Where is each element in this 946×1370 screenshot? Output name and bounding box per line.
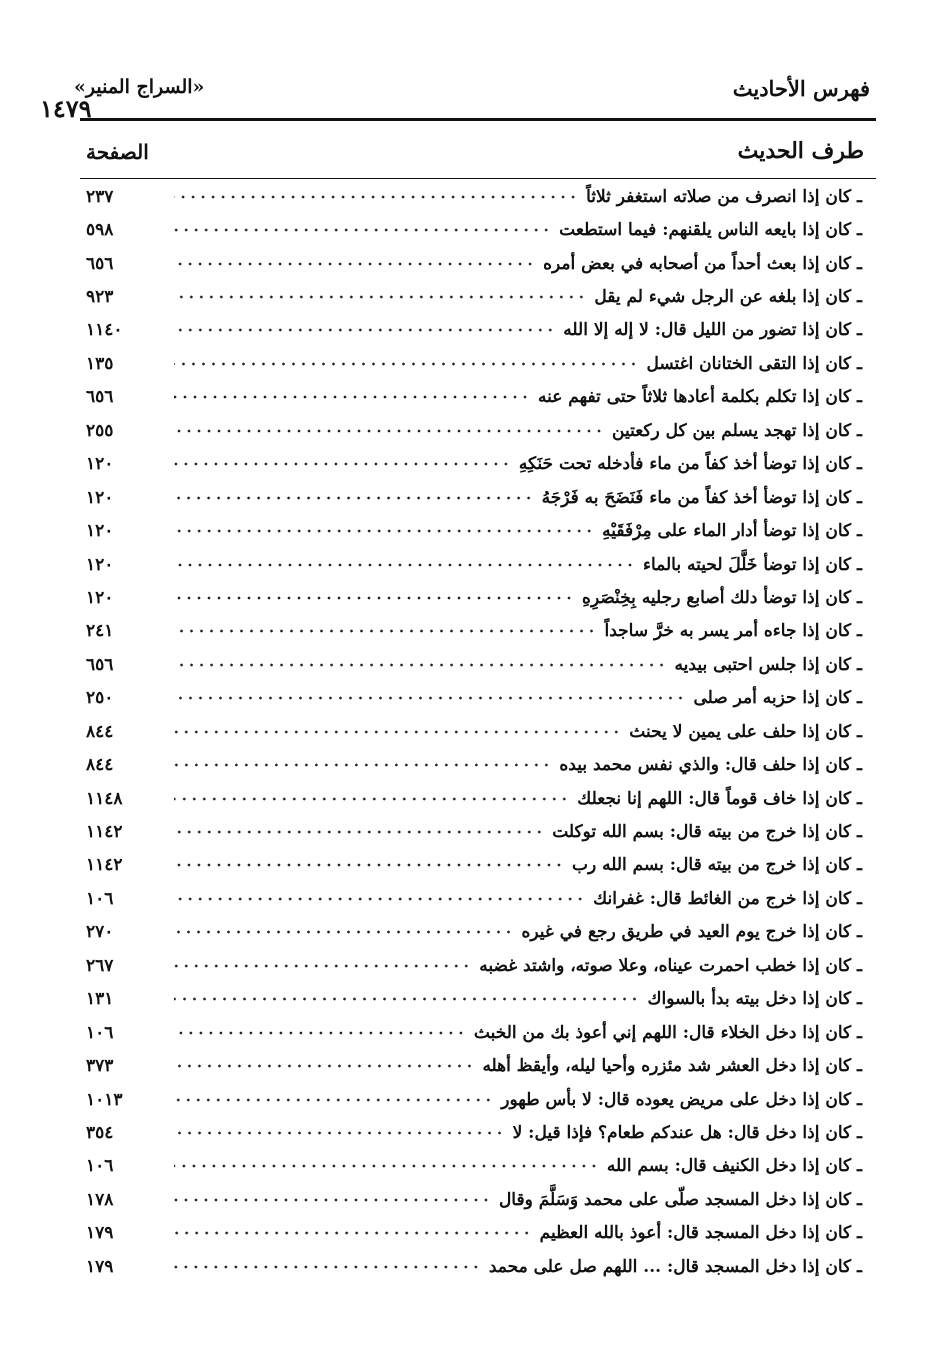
dot-leader <box>174 1160 599 1172</box>
list-item <box>80 1183 876 1216</box>
hadith-incipit: ـ كان إذا دخل المسجد صلّى على محمد وَسَلَّمَ وقال <box>498 1189 862 1210</box>
list-item <box>80 347 876 380</box>
dot-leader <box>174 793 569 805</box>
dot-leader <box>174 1194 491 1206</box>
page-reference: ١١٤٨ <box>86 788 123 809</box>
dot-leader <box>174 993 640 1005</box>
hadith-incipit: ـ كان إذا توضأ أدار الماء على مِرْفَقَيْهِ <box>602 521 862 542</box>
hadith-incipit: ـ كان إذا توضأ أخذ كفاً من ماء فَنَضَحَ به فَرْجَهُ <box>541 487 862 508</box>
list-item <box>80 448 876 481</box>
page-reference: ٦٥٦ <box>86 654 114 675</box>
page-reference: ١٠٦ <box>86 888 114 909</box>
page-reference: ١١٤٢ <box>86 822 123 843</box>
hadith-incipit: ـ كان إذا جلس احتبى بيديه <box>674 654 862 675</box>
list-item <box>80 1083 876 1116</box>
page-reference: ١٢٠ <box>86 521 114 542</box>
hadith-incipit: ـ كان إذا دخل الخلاء قال: اللهم إني أعوذ بك من الخبث <box>473 1022 862 1043</box>
page-reference: ١٠١٣ <box>86 1089 123 1110</box>
dot-leader <box>174 1261 481 1273</box>
list-item <box>80 748 876 781</box>
page-reference: ٩٢٣ <box>86 287 114 308</box>
page-reference: ٣٧٣ <box>86 1056 114 1077</box>
page-reference: ٢٥٥ <box>86 420 114 441</box>
hadith-incipit: ـ كان إذا دخل المسجد قال: ... اللهم صل على محمد <box>488 1256 862 1277</box>
page-reference: ١١٤٠ <box>86 320 123 341</box>
hadith-index-list <box>80 180 876 1283</box>
hadith-incipit: ـ كان إذا دخل على مريض يعوده قال: لا بأس طهور <box>501 1089 862 1110</box>
hadith-incipit: ـ كان إذا حزبه أمر صلى <box>693 688 862 709</box>
list-item <box>80 1150 876 1183</box>
hadith-incipit: ـ كان إذا بلغه عن الرجل شيء لم يقل <box>594 287 862 308</box>
dot-leader <box>174 224 551 236</box>
page-reference: ١٣٥ <box>86 353 114 374</box>
list-item <box>80 247 876 280</box>
list-item <box>80 648 876 681</box>
dot-leader <box>174 1027 466 1039</box>
dot-leader <box>174 291 586 303</box>
list-item <box>80 782 876 815</box>
hadith-incipit: ـ كان إذا تكلم بكلمة أعادها ثلاثاً حتى تفهم عنه <box>538 387 862 408</box>
hadith-incipit: ـ كان إذا توضأ خَلَّلَ لحيته بالماء <box>642 554 862 575</box>
section-title: فهرس الأحاديث <box>732 76 870 101</box>
header-rule <box>80 118 876 121</box>
page-column-header: الصفحة <box>86 140 149 164</box>
list-item <box>80 314 876 347</box>
page-reference: ٨٤٤ <box>86 721 114 742</box>
page-reference: ٥٩٨ <box>86 220 114 241</box>
hadith-incipit: ـ كان إذا تضور من الليل قال: لا إله إلا الله <box>563 320 862 341</box>
hadith-incipit: ـ كان إذا بايعه الناس يلقنهم: فيما استطعت <box>559 220 862 241</box>
hadith-incipit: ـ كان إذا تهجد يسلم بين كل ركعتين <box>612 420 862 441</box>
hadith-incipit: ـ كان إذا دخل العشر شد مئزره وأحيا ليله، وأيقظ أهله <box>482 1056 862 1077</box>
column-headers <box>80 138 876 174</box>
page-reference: ٢٣٧ <box>86 186 114 207</box>
page-reference: ١٧٨ <box>86 1189 114 1210</box>
hadith-incipit: ـ كان إذا توضأ أخذ كفاً من ماء فأدخله تحت حَنَكِهِ <box>518 454 862 475</box>
page-reference: ٢٧٠ <box>86 922 114 943</box>
dot-leader <box>174 1094 493 1106</box>
page-reference: ١٢٠ <box>86 454 114 475</box>
dot-leader <box>174 324 555 336</box>
list-item <box>80 983 876 1016</box>
dot-leader <box>174 759 551 771</box>
list-item <box>80 815 876 848</box>
list-item <box>80 581 876 614</box>
hadith-incipit: ـ كان إذا خطب احمرت عيناه، وعلا صوته، واشتد غضبه <box>479 955 862 976</box>
list-item <box>80 682 876 715</box>
page-reference: ١٢٠ <box>86 487 114 508</box>
dot-leader <box>174 692 685 704</box>
list-item <box>80 1049 876 1082</box>
hadith-incipit: ـ كان إذا حلف قال: والذي نفس محمد بيده <box>559 755 862 776</box>
dot-leader <box>174 859 564 871</box>
list-item <box>80 1217 876 1250</box>
page-reference: ١٧٩ <box>86 1223 114 1244</box>
hadith-incipit: ـ كان إذا حلف على يمين لا يحنث <box>629 721 862 742</box>
dot-leader <box>174 458 511 470</box>
hadith-incipit: ـ كان إذا دخل المسجد قال: أعوذ بالله العظيم <box>539 1223 862 1244</box>
list-item <box>80 1250 876 1283</box>
page-number: ١٤٧٩ <box>40 94 92 123</box>
page-reference: ٣٥٤ <box>86 1122 114 1143</box>
dot-leader <box>174 893 585 905</box>
page-reference: ٦٥٦ <box>86 253 114 274</box>
page-reference: ٢٦٧ <box>86 955 114 976</box>
hadith-column-header: طرف الحديث <box>737 138 864 164</box>
hadith-incipit: ـ كان إذا جاءه أمر يسر به خرَّ ساجداً <box>604 621 862 642</box>
page-reference: ١١٤٢ <box>86 855 123 876</box>
hadith-incipit: ـ كان إذا التقى الختانان اغتسل <box>646 353 862 374</box>
page-reference: ٨٤٤ <box>86 755 114 776</box>
page-reference: ١٠٦ <box>86 1022 114 1043</box>
list-item <box>80 280 876 313</box>
running-header <box>40 74 876 123</box>
dot-leader <box>174 492 534 504</box>
list-item <box>80 615 876 648</box>
list-item <box>80 548 876 581</box>
dot-leader <box>174 826 544 838</box>
hadith-incipit: ـ كان إذا خرج من بيته قال: بسم الله توكلت <box>552 822 862 843</box>
dot-leader <box>174 191 578 203</box>
list-item <box>80 414 876 447</box>
book-title: «السراج المنير» <box>74 76 205 98</box>
hadith-incipit: ـ كان إذا دخل قال: هل عندكم طعام؟ فإذا قيل: لا <box>512 1122 862 1143</box>
dot-leader <box>174 258 535 270</box>
dot-leader <box>174 559 635 571</box>
dot-leader <box>174 525 594 537</box>
dot-leader <box>174 960 471 972</box>
page-reference: ٢٤١ <box>86 621 114 642</box>
page-reference: ١٠٦ <box>86 1156 114 1177</box>
page-reference: ٦٥٦ <box>86 387 114 408</box>
page-reference: ١٢٠ <box>86 587 114 608</box>
dot-leader <box>174 625 597 637</box>
page-reference: ١٢٠ <box>86 554 114 575</box>
list-item <box>80 381 876 414</box>
hadith-incipit: ـ كان إذا توضأ دلك أصابع رجليه بِخِنْصَرِهِ <box>582 587 862 608</box>
dot-leader <box>174 1060 474 1072</box>
hadith-incipit: ـ كان إذا انصرف من صلاته استغفر ثلاثاً <box>586 186 862 207</box>
dot-leader <box>174 391 530 403</box>
column-header-rule <box>80 178 876 179</box>
hadith-incipit: ـ كان إذا دخل بيته بدأ بالسواك <box>647 989 862 1010</box>
list-item <box>80 180 876 213</box>
list-item <box>80 949 876 982</box>
list-item <box>80 715 876 748</box>
page-reference: ١٧٩ <box>86 1256 114 1277</box>
hadith-incipit: ـ كان إذا خاف قوماً قال: اللهم إنا نجعلك <box>577 788 862 809</box>
dot-leader <box>174 358 638 370</box>
dot-leader <box>174 1227 532 1239</box>
hadith-incipit: ـ كان إذا بعث أحداً من أصحابه في بعض أمره <box>543 253 862 274</box>
dot-leader <box>174 425 604 437</box>
dot-leader <box>174 592 574 604</box>
dot-leader <box>174 726 621 738</box>
dot-leader <box>174 926 514 938</box>
hadith-incipit: ـ كان إذا دخل الكنيف قال: بسم الله <box>606 1156 862 1177</box>
list-item <box>80 514 876 547</box>
list-item <box>80 916 876 949</box>
list-item <box>80 481 876 514</box>
page-reference: ١٣١ <box>86 989 114 1010</box>
dot-leader <box>174 1127 505 1139</box>
list-item <box>80 1016 876 1049</box>
page-reference: ٢٥٠ <box>86 688 114 709</box>
hadith-incipit: ـ كان إذا خرج يوم العيد في طريق رجع في غيره <box>521 922 862 943</box>
list-item <box>80 882 876 915</box>
list-item <box>80 849 876 882</box>
dot-leader <box>174 659 667 671</box>
hadith-incipit: ـ كان إذا خرج من الغائط قال: غفرانك <box>593 888 862 909</box>
list-item <box>80 213 876 246</box>
list-item <box>80 1116 876 1149</box>
hadith-incipit: ـ كان إذا خرج من بيته قال: بسم الله رب <box>571 855 862 876</box>
